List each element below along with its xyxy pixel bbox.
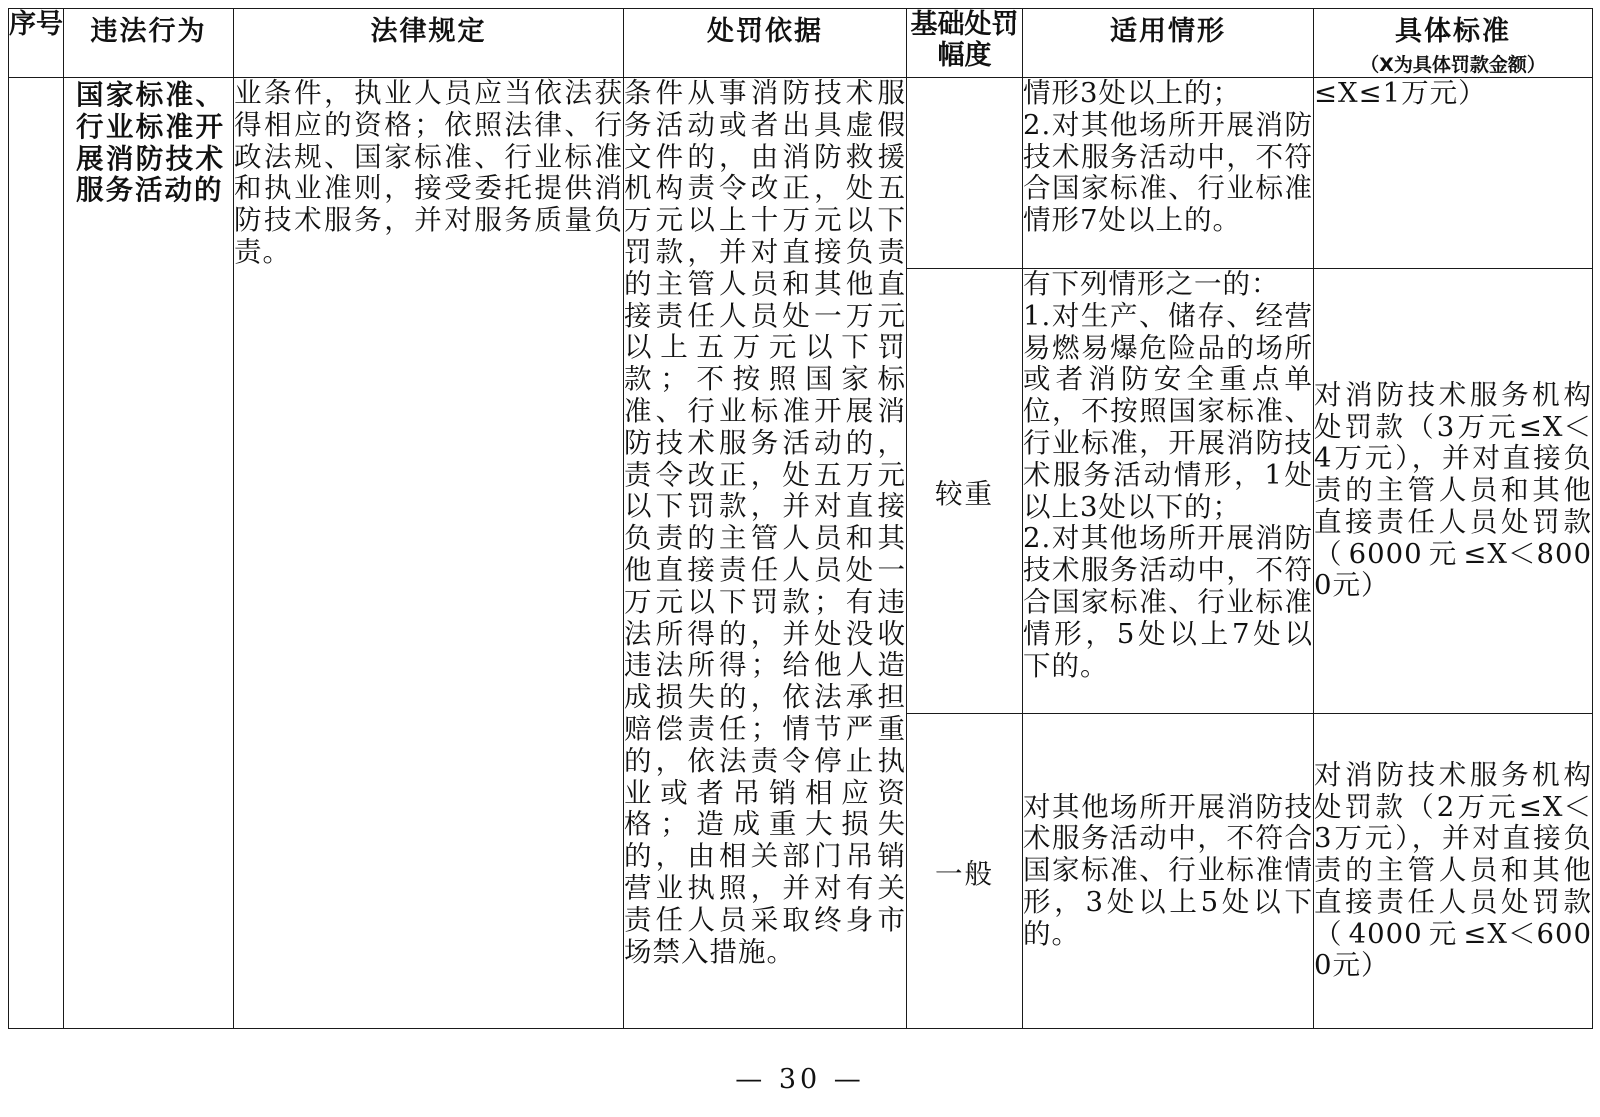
seq-cell xyxy=(9,78,64,1029)
page-number: — 30 — xyxy=(735,1064,865,1095)
header-act: 违法行为 xyxy=(64,9,234,78)
penalty-standard-table xyxy=(8,8,1593,1029)
header-standard xyxy=(1314,9,1593,78)
legal-provision-cell: 业条件，执业人员应当依法获得相应的资格；依照法律、行政法规、国家标准、行业标准和执业准则，接受委托提供消防技术服务，并对服务质量负责。 xyxy=(234,78,624,1029)
header-standard-title: 具体标准 xyxy=(1395,16,1511,47)
header-situation: 适用情形 xyxy=(1023,9,1314,78)
header-basis: 处罚依据 xyxy=(624,9,907,78)
situation-cell-general: 对其他场所开展消防技术服务活动中，不符合国家标准、行业标准情形，3处以上5处以下的。 xyxy=(1023,714,1314,1029)
table-header-row xyxy=(9,9,1593,78)
situation-cell-heavier: 有下列情形之一的： 1.对生产、储存、经营易燃易爆危险品的场所或者消防安全重点单位，不按照国家标准、行业标准，开展消防技术服务活动情形，1处以上3处以下的； 2.对其他场所开展消防技术服务活动中，不符合国家标准、行业标准情形，5处以上7处以下的。 xyxy=(1023,269,1314,714)
range-cell-heavier: 较重 xyxy=(907,269,1023,714)
range-cell-general: 一般 xyxy=(907,714,1023,1029)
violation-act-cell: 国家标准、行业标准开展消防技术服务活动的 xyxy=(64,78,234,1029)
header-law: 法律规定 xyxy=(234,9,624,78)
standard-cell-heavier: 对消防技术服务机构处罚款（3万元≤X＜4万元），并对直接负责的主管人员和其他直接责任人员处罚款（6000元≤X＜8000元） xyxy=(1314,269,1593,714)
standard-cell-general: 对消防技术服务机构处罚款（2万元≤X＜3万元），并对直接负责的主管人员和其他直接责任人员处罚款（4000元≤X＜6000元） xyxy=(1314,714,1593,1029)
header-range: 基础处罚幅度 xyxy=(907,9,1023,78)
situation-cell-severe: 情形3处以上的； 2.对其他场所开展消防技术服务活动中，不符合国家标准、行业标准情形7处以上的。 xyxy=(1023,78,1314,269)
table-row xyxy=(9,78,1593,269)
header-standard-note: （X为具体罚款金额） xyxy=(1360,54,1546,76)
header-seq: 序号 xyxy=(9,9,64,78)
range-cell-severe xyxy=(907,78,1023,269)
penalty-basis-cell: 条件从事消防技术服务活动或者出具虚假文件的，由消防救援机构责令改正，处五万元以上十万元以下罚款，并对直接负责的主管人员和其他直接责任人员处一万元以上五万元以下罚款；不按照国家标准、行业标准开展消防技术服务活动的，责令改正，处五万元以下罚款，并对直接负责的主管人员和其他直接责任人员处一万元以下罚款；有违法所得的，并处没收违法所得；给他人造成损失的，依法承担赔偿责任；情节严重的，依法责令停止执业或者吊销相应资格；造成重大损失的，由相关部门吊销营业执照，并对有关责任人员采取终身市场禁入措施。 xyxy=(624,78,907,1029)
standard-cell-severe: ≤X≤1万元） xyxy=(1314,78,1593,269)
